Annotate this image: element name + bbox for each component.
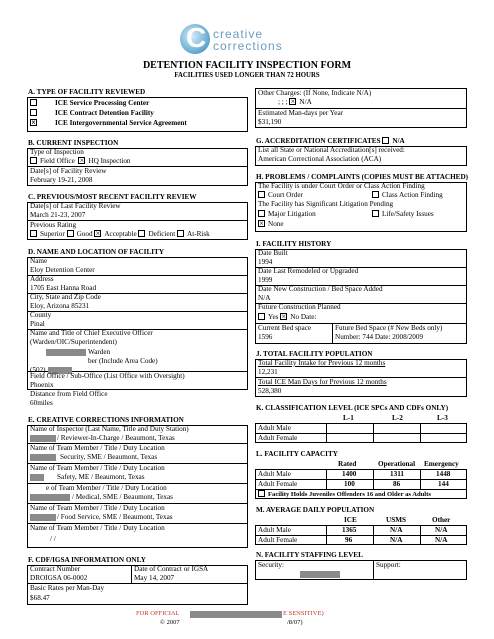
d-name-label: Name [30,257,48,265]
i-new: N/A [258,294,271,302]
k-col-l3: L-3 [437,414,448,422]
form-title: DETENTION FACILITY INSPECTION FORM [142,60,352,71]
i-future-options: Yes × No Date: [258,313,316,322]
redaction [30,474,44,481]
i-built: 1994 [258,258,273,266]
checkbox[interactable] [67,230,74,237]
redaction [30,494,70,501]
d-fo: Phoenix [30,381,54,389]
redaction [300,571,340,578]
footer-copyright: © 2007 [160,619,180,626]
l-female-operational: 86 [393,480,401,488]
n-security: Security: [258,561,284,569]
section-n-header: N. FACILITY STAFFING LEVEL [256,551,363,559]
e-line8: / Medical, SME / Beaumont, Texas [72,493,173,501]
d-county-label: County [30,311,52,319]
m-male-ice: 1365 [342,526,357,534]
f-contract-label: Contract Number [30,565,81,573]
divider [373,469,374,489]
redaction [30,514,56,521]
g-line2: American Correctional Association (ACA) [258,155,382,163]
i-remod: 1999 [258,276,273,284]
e-line3: Name of Team Member / Title / Duty Location [30,444,165,452]
d-area-code: (502) [30,366,46,374]
b-dates: February 19-21, 2008 [30,176,93,184]
d-warden: Warden [88,348,111,356]
checkbox-checked[interactable] [280,313,287,320]
checkbox[interactable] [258,191,265,198]
d-distance-label: Distance from Field Office [30,390,108,398]
section-l-header: L. FACILITY CAPACITY [256,450,338,458]
a-option-spc[interactable]: ICE Service Processing Center [30,99,149,108]
divider [420,525,421,545]
logo-mark: C [180,24,210,54]
d-address-label: Address [30,275,54,283]
m-female-usms: N/A [390,536,403,544]
f-rates: $68.47 [30,594,50,602]
f-contract: DROIGSA 06-0002 [30,574,88,582]
j-ice: 528,380 [258,387,282,395]
checkbox-checked[interactable] [30,119,37,126]
f-date: May 14, 2007 [134,574,175,582]
checkbox[interactable] [138,230,145,237]
checkbox[interactable] [258,210,265,217]
section-j-header: J. TOTAL FACILITY POPULATION [256,350,373,358]
divider [420,469,421,489]
j-ice-label: Total ICE Man Days for Previous 12 months [258,378,387,386]
a-option-cdf[interactable]: ICE Contract Detention Facility [30,109,154,118]
i-future-beds-label: Future Bed Space (# New Beds only) [335,324,443,332]
divider [373,560,374,580]
h-none: ×None [258,220,284,229]
e-line12: / / [50,535,56,543]
k-row-male: Adult Male [258,424,291,432]
divider [420,423,421,443]
i-new-label: Date New Construction / Bed Space Added [258,285,383,293]
other-charges-label: Other Charges: (If None, Indicate N/A) [258,89,372,97]
h-line1: The Facility is under Court Order or Class Action Finding [258,182,425,190]
checkbox[interactable] [30,157,37,164]
e-line4: Security, SME / Beaumont, Texas [60,453,158,461]
d-city-label: City, State and Zip Code [30,293,101,301]
checkbox[interactable] [30,99,37,106]
footer-date: /8/07) [287,619,303,626]
divider [326,525,327,545]
j-intake: 12,231 [258,368,278,376]
m-female-ice: 96 [345,536,353,544]
divider [373,423,374,443]
l-female-rated: 100 [344,480,355,488]
checkbox[interactable] [30,230,37,237]
other-charges-values: ; ; ; × N/A [278,98,312,107]
b-dates-label: Date[s] of Facility Review [30,167,107,175]
divider [27,311,248,312]
l-col-operational: Operational [378,460,416,468]
g-line1: List all State or National Accreditation[s] received: [258,146,405,154]
h-life: Life/Safety Issues [372,210,434,219]
l-col-emergency: Emergency [424,460,459,468]
b-type-options: Field Office × HQ Inspection [30,157,131,166]
l-col-rated: Rated [338,460,357,468]
d-name: Eloy Detention Center [30,266,95,274]
section-g-header: G. ACCREDITATION CERTIFICATES N/A [256,137,405,145]
i-bed: 1596 [258,333,273,341]
l-juvenile: Facility Holds Juveniles Offenders 16 and Older as Adults [258,490,431,499]
section-e-header: E. CREATIVE CORRECTIONS INFORMATION [28,416,184,424]
l-row-female-label: Adult Female [258,480,298,488]
redaction [46,349,86,356]
d-city: Eloy, Arizona 85231 [30,302,90,310]
l-male-emergency: 1448 [436,470,451,478]
checkbox[interactable] [177,230,184,237]
footer-left: FOR OFFICIAL [136,610,180,617]
h-line2: The Facility has Significant Litigation Pending [258,200,394,208]
n-support: Support: [376,561,401,569]
e-line5: Name of Team Member / Title / Duty Location [30,464,165,472]
d-distance: 60miles [30,399,53,407]
redaction [30,454,56,461]
k-col-l2: L-2 [392,414,403,422]
e-line11: Name of Team Member / Title / Duty Location [30,524,165,532]
m-male-usms: N/A [390,526,403,534]
e-line9: Name of Team Member / Title / Duty Location [30,504,165,512]
section-d-header: D. NAME AND LOCATION OF FACILITY [28,248,165,256]
divider [373,525,374,545]
checkbox-checked[interactable] [258,220,265,227]
mandays-label: Estimated Man-days per Year [258,109,344,117]
e-line10: / Food Service, SME / Beaumont, Texas [57,513,173,521]
checkbox[interactable] [30,109,37,116]
divider [27,275,248,276]
section-i-header: I. FACILITY HISTORY [256,240,332,248]
c-rating-label: Previous Rating [30,221,77,229]
e-line2: / Reviewer-In-Charge / Beaumont, Texas [57,434,175,442]
checkbox-checked[interactable] [94,230,101,237]
section-f-header: F. CDF/IGSA INFORMATION ONLY [28,556,146,564]
section-c-header: C. PREVIOUS/MOST RECENT FACILITY REVIEW [28,193,197,201]
b-type-label: Type of Inspection [30,148,84,156]
section-h-header: H. PROBLEMS / COMPLAINTS (COPIES MUST BE ATTACHED) [256,173,469,181]
checkbox[interactable] [372,210,379,217]
h-class-action: Class Action Finding [372,191,443,200]
section-b-header: B. CURRENT INSPECTION [28,139,119,147]
h-major: Major Litigation [258,210,316,219]
m-col-other: Other [432,516,451,524]
d-ceo-label: Name and Title of Chief Executive Officer [30,329,153,337]
mandays-value: $31,190 [258,118,282,126]
j-intake-label: Total Facility Intake for Previous 12 months [258,359,386,367]
section-k-header: K. CLASSIFICATION LEVEL (ICE SPCs AND CDFs ONLY) [256,404,449,412]
divider [326,423,327,443]
n-table [255,560,467,580]
logo-line2: corrections [213,39,283,53]
c-dates-label: Date[s] of Last Facility Review [30,202,121,210]
i-future-label: Future Construction Planned [258,303,341,311]
c-rating-options: Superior Good × Acceptable Deficient At-Risk [30,230,210,239]
k-row-female: Adult Female [258,434,298,442]
f-date-label: Date of Contract or IGSA [134,565,209,573]
i-future-beds: Number: 744 Date: 2008/2009 [335,333,424,341]
a-option-igsa[interactable]: ×ICE Intergovernmental Service Agreement [30,119,187,128]
d-county: Pinal [30,320,45,328]
c-dates: March 21-23, 2007 [30,211,86,219]
redaction [30,435,56,442]
l-male-operational: 1311 [390,470,404,478]
m-col-usms: USMS [386,516,406,524]
divider [326,469,327,489]
m-female-other: N/A [435,536,448,544]
m-col-ice: ICE [344,516,357,524]
d-ceo-label2: (Warden/OIC/Superintendent) [30,338,117,346]
h-court-order: Court Order [258,191,303,200]
checkbox-checked[interactable] [78,157,85,164]
divider [131,565,132,583]
redaction [190,611,282,618]
l-female-emergency: 144 [438,480,449,488]
footer-right: E SENSITIVE) [283,610,324,617]
k-col-l1: L-1 [343,414,354,422]
section-m-header: M. AVERAGE DAILY POPULATION [256,506,375,514]
e-line6: Safety, ME / Beaumont, Texas [57,473,145,481]
checkbox[interactable] [382,137,389,144]
i-remod-label: Date Last Remodeled or Upgraded [258,267,359,275]
checkbox[interactable] [258,490,265,497]
checkbox[interactable] [258,313,265,320]
m-male-other: N/A [435,526,448,534]
l-male-rated: 1400 [342,470,357,478]
e-line7: e of Team Member / Title / Duty Location [46,484,167,492]
m-row-male-label: Adult Male [258,526,291,534]
checkbox[interactable] [372,191,379,198]
m-row-female-label: Adult Female [258,536,298,544]
d-fo-label: Field Office / Sub-Office (List Office with Oversight) [30,372,185,380]
section-a-header: A. TYPE OF FACILITY REVIEWED [28,88,146,96]
f-rates-label: Basic Rates per Man-Day [30,584,105,592]
d-phone-label: ber (Include Area Code) [88,357,158,365]
l-row-male-label: Adult Male [258,470,291,478]
form-subtitle: FACILITIES USED LONGER THAN 72 HOURS [174,72,320,79]
i-bed-label: Current Bed space [258,324,312,332]
e-line1: Name of Inspector (Last Name, Title and Duty Station) [30,425,189,433]
d-address: 1705 East Hanna Road [30,284,97,292]
divider [332,323,333,344]
checkbox-checked[interactable] [289,98,296,105]
i-built-label: Date Built [258,249,288,257]
logo-line1: creative [213,27,264,41]
